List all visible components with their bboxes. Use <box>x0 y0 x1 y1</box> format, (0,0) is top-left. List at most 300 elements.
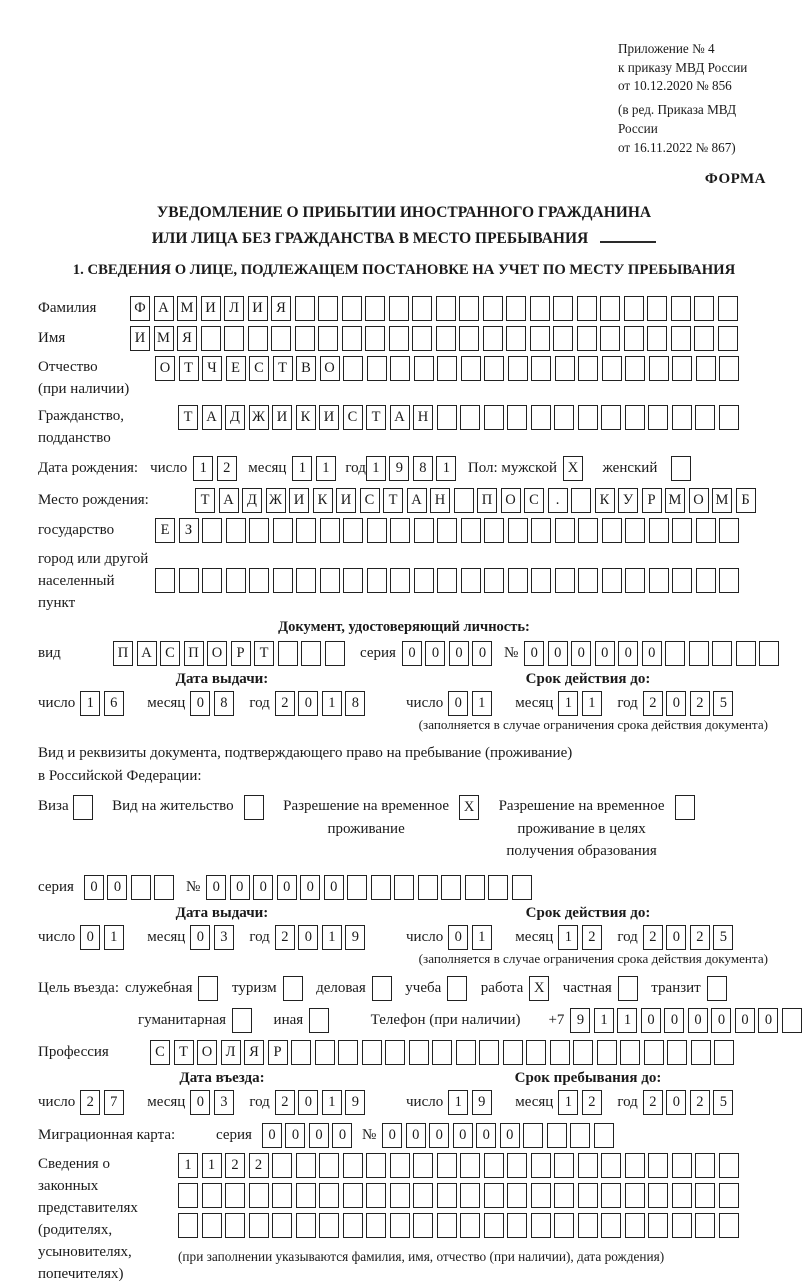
char-box: 0 <box>262 1123 282 1148</box>
stay-until-day <box>448 1090 495 1115</box>
char-box: 8 <box>345 691 365 716</box>
char-box <box>418 875 438 900</box>
char-box <box>320 568 340 593</box>
char-box <box>508 518 528 543</box>
char-box: 2 <box>690 691 710 716</box>
char-box <box>179 568 199 593</box>
char-box <box>620 1040 640 1065</box>
char-box <box>385 1040 405 1065</box>
profession-label: Профессия <box>38 1043 109 1060</box>
char-box <box>248 326 268 351</box>
char-box <box>437 1213 457 1238</box>
phone-cells <box>570 1008 805 1033</box>
char-box <box>578 568 598 593</box>
day-label: число <box>406 694 444 711</box>
birthdate-row <box>38 456 770 481</box>
char-box <box>506 326 526 351</box>
char-box: Я <box>177 326 197 351</box>
char-box <box>578 356 598 381</box>
char-box <box>602 356 622 381</box>
patronymic-cells <box>155 356 743 381</box>
gender-male-checkbox: X <box>563 456 583 481</box>
char-box <box>719 568 739 593</box>
char-box <box>672 568 692 593</box>
char-box: Н <box>413 405 433 430</box>
purpose-work: работа X <box>481 976 553 1001</box>
char-box: Д <box>225 405 245 430</box>
char-box <box>389 296 409 321</box>
issue-date-label: Дата выдачи: <box>175 670 269 687</box>
char-box <box>625 1213 645 1238</box>
month-label: месяц <box>147 928 186 945</box>
char-box <box>461 518 481 543</box>
char-box <box>202 1183 222 1208</box>
char-box <box>296 1153 316 1178</box>
char-box: 1 <box>193 456 213 481</box>
char-box: Е <box>226 356 246 381</box>
purpose-humanitarian: гуманитарная <box>138 1008 256 1033</box>
char-box: 1 <box>472 691 492 716</box>
char-box: Т <box>195 488 215 513</box>
char-box: Ж <box>249 405 269 430</box>
char-box: 0 <box>425 641 445 666</box>
char-box <box>436 296 456 321</box>
identity-issue-year <box>275 691 369 716</box>
char-box <box>296 1183 316 1208</box>
char-box <box>555 568 575 593</box>
purpose-private: частная <box>563 976 642 1001</box>
char-box <box>695 1183 715 1208</box>
char-box <box>507 1183 527 1208</box>
appendix-line: от 10.12.2020 № 856 <box>618 78 732 94</box>
stay-issue-day <box>80 925 127 950</box>
char-box: 1 <box>472 925 492 950</box>
char-box <box>456 1040 476 1065</box>
char-box <box>578 1183 598 1208</box>
char-box: М <box>154 326 174 351</box>
char-box: 0 <box>402 641 422 666</box>
char-box: 2 <box>275 1090 295 1115</box>
char-box <box>441 875 461 900</box>
char-box: 0 <box>735 1008 755 1033</box>
char-box: 0 <box>664 1008 684 1033</box>
char-box <box>601 1213 621 1238</box>
char-box: 1 <box>202 1153 222 1178</box>
char-box <box>249 1213 269 1238</box>
stay-issue-month <box>190 925 237 950</box>
stay-issue-year <box>275 925 369 950</box>
char-box <box>272 1213 292 1238</box>
entry-date-label: Дата въезда: <box>179 1069 265 1086</box>
char-box: 5 <box>713 1090 733 1115</box>
char-box <box>414 568 434 593</box>
representatives-cells-3 <box>178 1213 742 1238</box>
char-box: 0 <box>449 641 469 666</box>
char-box <box>719 1183 739 1208</box>
purpose-business-checkbox <box>372 976 392 1001</box>
char-box <box>696 356 716 381</box>
permit-rvp <box>283 795 482 840</box>
char-box <box>278 641 298 666</box>
char-box <box>178 1183 198 1208</box>
section1-heading: 1. СВЕДЕНИЯ О ЛИЦЕ, ПОДЛЕЖАЩЕМ ПОСТАНОВКЕ НА УЧЕТ ПО МЕСТУ ПРЕБЫВАНИЯ <box>72 261 736 278</box>
char-box <box>647 326 667 351</box>
char-box: 0 <box>548 641 568 666</box>
char-box <box>577 296 597 321</box>
char-box <box>531 568 551 593</box>
char-box: Т <box>366 405 386 430</box>
char-box <box>672 405 692 430</box>
birth-month-cells <box>292 456 339 481</box>
year-label: год <box>249 694 270 711</box>
char-box <box>272 1153 292 1178</box>
purpose-row-2 <box>38 1008 773 1033</box>
char-box <box>554 405 574 430</box>
char-box: М <box>665 488 685 513</box>
char-box: Н <box>430 488 450 513</box>
char-box <box>154 875 174 900</box>
identity-issue-day <box>80 691 127 716</box>
char-box <box>390 1153 410 1178</box>
char-box <box>271 326 291 351</box>
char-box <box>578 1153 598 1178</box>
char-box: 0 <box>453 1123 473 1148</box>
char-box <box>601 405 621 430</box>
char-box <box>624 326 644 351</box>
char-box <box>342 296 362 321</box>
char-box <box>578 1213 598 1238</box>
char-box <box>530 326 550 351</box>
entry-date-group <box>38 1070 406 1115</box>
char-box: 3 <box>214 925 234 950</box>
permit-rvp-education <box>499 795 698 863</box>
char-box <box>507 1153 527 1178</box>
citizenship-label: Гражданство, подданство <box>38 407 125 446</box>
char-box <box>366 1183 386 1208</box>
char-box <box>578 405 598 430</box>
purpose-study-checkbox <box>447 976 467 1001</box>
char-box: 2 <box>643 925 663 950</box>
rvp-label: Разрешение на временное проживание <box>283 798 450 837</box>
char-box: 2 <box>643 691 663 716</box>
char-box: 1 <box>558 1090 578 1115</box>
char-box <box>413 1153 433 1178</box>
edition-line: от 16.11.2022 № 867) <box>618 139 736 155</box>
char-box <box>225 1213 245 1238</box>
char-box <box>689 641 709 666</box>
char-box <box>301 641 321 666</box>
char-box <box>319 1183 339 1208</box>
char-box: 0 <box>285 1123 305 1148</box>
char-box <box>315 1040 335 1065</box>
char-box: 0 <box>571 641 591 666</box>
form-label: ФОРМА <box>704 171 766 188</box>
char-box: Т <box>179 356 199 381</box>
identity-valid-year <box>643 691 737 716</box>
char-box <box>782 1008 802 1033</box>
year-label: год <box>617 694 638 711</box>
char-box <box>414 518 434 543</box>
stay-until-month <box>558 1090 605 1115</box>
valid-until-label: Срок действия до: <box>525 904 651 921</box>
char-box <box>694 296 714 321</box>
char-box: 2 <box>275 925 295 950</box>
char-box <box>602 518 622 543</box>
char-box <box>454 488 474 513</box>
char-box <box>508 568 528 593</box>
char-box <box>571 488 591 513</box>
phone-prefix: +7 <box>548 1011 565 1028</box>
char-box <box>736 641 756 666</box>
char-box <box>506 296 526 321</box>
char-box: И <box>319 405 339 430</box>
char-box <box>648 405 668 430</box>
char-box: 1 <box>582 691 602 716</box>
char-box: А <box>154 296 174 321</box>
char-box <box>390 356 410 381</box>
char-box <box>488 875 508 900</box>
char-box <box>644 1040 664 1065</box>
stay-valid-day <box>448 925 495 950</box>
char-box: 0 <box>277 875 297 900</box>
char-box: А <box>390 405 410 430</box>
char-box: О <box>320 356 340 381</box>
char-box: 0 <box>107 875 127 900</box>
char-box <box>412 296 432 321</box>
char-box <box>577 326 597 351</box>
char-box: П <box>113 641 133 666</box>
char-box <box>461 356 481 381</box>
permit-visa <box>38 795 96 820</box>
char-box <box>343 568 363 593</box>
char-box <box>555 356 575 381</box>
purpose-label: Цель въезда: <box>38 979 119 996</box>
char-box <box>667 1040 687 1065</box>
char-box: 0 <box>309 1123 329 1148</box>
char-box: 1 <box>292 456 312 481</box>
purpose-study: учеба <box>405 976 471 1001</box>
char-box: 1 <box>80 691 100 716</box>
char-box: Т <box>178 405 198 430</box>
char-box: С <box>150 1040 170 1065</box>
month-label: месяц <box>147 694 186 711</box>
appendix-block <box>618 40 770 157</box>
char-box <box>371 875 391 900</box>
char-box <box>202 518 222 543</box>
char-box <box>672 1153 692 1178</box>
char-box <box>531 405 551 430</box>
char-box: 9 <box>345 1090 365 1115</box>
purpose-other: иная <box>274 1008 333 1033</box>
char-box: М <box>177 296 197 321</box>
citizenship-cells <box>178 405 742 430</box>
representatives-rows <box>178 1153 742 1285</box>
char-box <box>347 875 367 900</box>
char-box: 9 <box>389 456 409 481</box>
month-label: месяц <box>515 928 554 945</box>
migration-number-cells <box>382 1123 617 1148</box>
char-box <box>672 518 692 543</box>
number-label: № <box>361 1126 377 1143</box>
representatives-block <box>38 1153 770 1285</box>
char-box <box>367 356 387 381</box>
char-box <box>759 641 779 666</box>
char-box: Р <box>642 488 662 513</box>
purpose-row-1 <box>38 976 770 1001</box>
profession-row <box>38 1040 770 1065</box>
entry-dates <box>38 1070 770 1115</box>
char-box <box>460 1213 480 1238</box>
char-box: Р <box>231 641 251 666</box>
char-box <box>437 405 457 430</box>
surname-row <box>38 296 770 321</box>
representatives-note: (при заполнении указываются фамилия, имя, отчество (при наличии), дата рождения) <box>178 1248 665 1264</box>
char-box <box>672 1213 692 1238</box>
stay-doc-dates <box>38 905 770 950</box>
char-box: А <box>407 488 427 513</box>
char-box <box>649 356 669 381</box>
birthplace-cells-2 <box>155 518 743 543</box>
char-box: 1 <box>322 1090 342 1115</box>
stay-doc-series-row <box>38 875 770 900</box>
char-box <box>648 1213 668 1238</box>
purpose-humanitarian-checkbox <box>232 1008 252 1033</box>
purpose-official: служебная <box>125 976 222 1001</box>
char-box <box>155 568 175 593</box>
char-box <box>696 518 716 543</box>
char-box <box>484 356 504 381</box>
purpose-tourism: туризм <box>232 976 306 1001</box>
char-box <box>437 1153 457 1178</box>
char-box <box>530 296 550 321</box>
stay-doc-line-1: Вид и реквизиты документа, подтверждающего право на пребывание (проживание) <box>38 744 573 761</box>
char-box: Т <box>383 488 403 513</box>
identity-valid-group <box>406 671 770 716</box>
day-label: число <box>38 928 76 945</box>
char-box: О <box>501 488 521 513</box>
birthplace-label-1: Место рождения: <box>38 491 149 508</box>
char-box <box>365 326 385 351</box>
char-box <box>625 356 645 381</box>
char-box: С <box>249 356 269 381</box>
char-box <box>296 1213 316 1238</box>
char-box: У <box>618 488 638 513</box>
char-box <box>202 568 222 593</box>
char-box <box>531 518 551 543</box>
char-box <box>318 326 338 351</box>
char-box <box>714 1040 734 1065</box>
char-box <box>249 568 269 593</box>
appendix-line: к приказу МВД России <box>618 59 748 75</box>
purpose-official-checkbox <box>198 976 218 1001</box>
day-label: число <box>406 928 444 945</box>
char-box: О <box>155 356 175 381</box>
purpose-work-checkbox: X <box>529 976 549 1001</box>
char-box <box>649 518 669 543</box>
char-box <box>573 1040 593 1065</box>
char-box: 0 <box>524 641 544 666</box>
char-box <box>226 568 246 593</box>
char-box: 5 <box>713 691 733 716</box>
char-box <box>394 875 414 900</box>
char-box: 0 <box>688 1008 708 1033</box>
char-box: Б <box>736 488 756 513</box>
entry-year <box>275 1090 369 1115</box>
char-box <box>343 1183 363 1208</box>
number-label: № <box>185 878 201 895</box>
char-box <box>202 1213 222 1238</box>
char-box: Е <box>155 518 175 543</box>
char-box <box>594 1123 614 1148</box>
rvp-education-label: Разрешение на временное проживание в целях получения образования <box>498 798 665 860</box>
char-box: Т <box>273 356 293 381</box>
migration-card-row <box>38 1123 770 1148</box>
char-box <box>625 518 645 543</box>
purpose-business: деловая <box>316 976 395 1001</box>
char-box <box>273 518 293 543</box>
rvp-checkbox: X <box>459 795 479 820</box>
char-box <box>602 568 622 593</box>
identity-series-cells <box>402 641 496 666</box>
char-box: Т <box>174 1040 194 1065</box>
char-box: Ч <box>202 356 222 381</box>
char-box: Ж <box>266 488 286 513</box>
patronymic-label: Отчество (при наличии) <box>38 358 130 397</box>
residence-label: Вид на жительство <box>112 798 234 815</box>
char-box: 0 <box>190 1090 210 1115</box>
char-box <box>672 1183 692 1208</box>
char-box <box>554 1213 574 1238</box>
char-box: 0 <box>298 925 318 950</box>
char-box: А <box>202 405 222 430</box>
char-box <box>225 1183 245 1208</box>
char-box: 0 <box>332 1123 352 1148</box>
char-box <box>249 1183 269 1208</box>
year-label: год <box>617 1093 638 1110</box>
char-box: 2 <box>690 925 710 950</box>
char-box <box>523 1123 543 1148</box>
birthplace-cells-1 <box>195 488 759 513</box>
char-box <box>459 296 479 321</box>
char-box <box>226 518 246 543</box>
char-box <box>570 1123 590 1148</box>
char-box <box>554 1153 574 1178</box>
birthplace-label-2: государство <box>38 521 115 538</box>
char-box <box>508 356 528 381</box>
identity-note: (заполняется в случае ограничения срока действия документа) <box>418 716 768 732</box>
char-box: К <box>595 488 615 513</box>
day-label: число <box>38 694 76 711</box>
char-box: 0 <box>666 1090 686 1115</box>
char-box: Л <box>221 1040 241 1065</box>
char-box <box>531 1213 551 1238</box>
char-box: 0 <box>666 925 686 950</box>
stay-until-label: Срок пребывания до: <box>514 1069 662 1086</box>
blank-line <box>600 241 656 243</box>
char-box <box>503 1040 523 1065</box>
entry-day <box>80 1090 127 1115</box>
identity-type-label: вид <box>38 644 61 661</box>
gender-female-label: женский <box>602 459 658 476</box>
gender-male-label: Пол: мужской <box>467 459 558 476</box>
char-box <box>483 326 503 351</box>
char-box <box>366 1213 386 1238</box>
char-box <box>578 518 598 543</box>
char-box: 0 <box>298 1090 318 1115</box>
char-box: 0 <box>382 1123 402 1148</box>
char-box <box>671 296 691 321</box>
profession-cells <box>150 1040 738 1065</box>
